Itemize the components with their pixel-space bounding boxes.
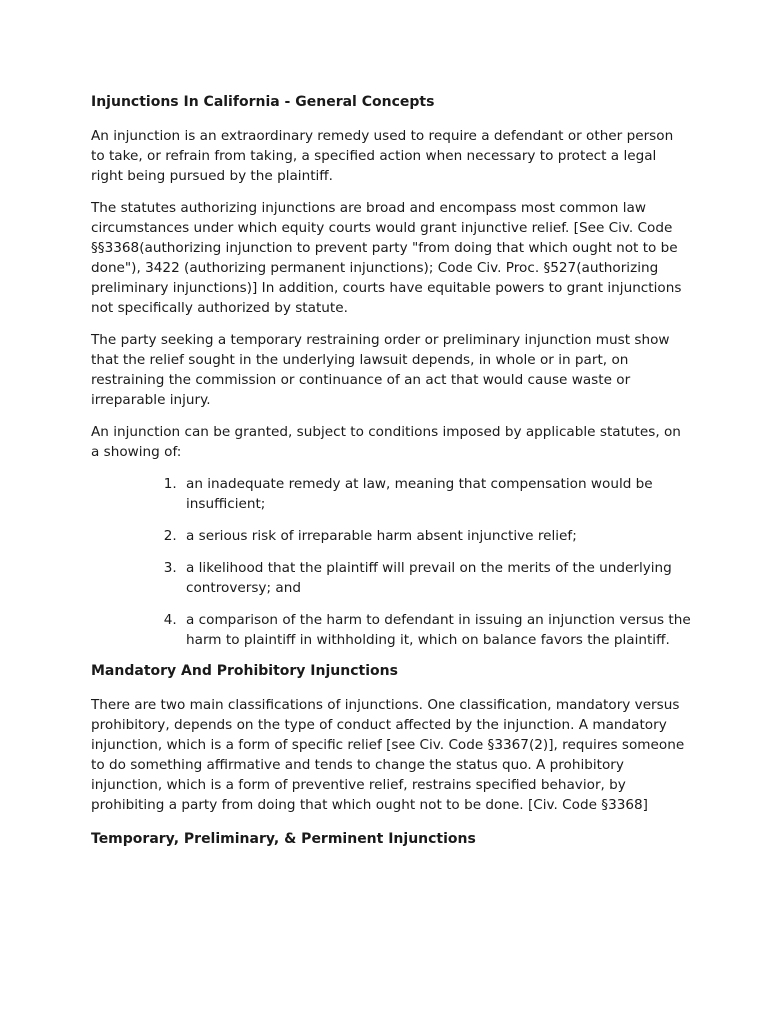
list-item: 2. a serious risk of irreparable harm absent injunctive relief;	[181, 526, 691, 546]
list-item: 1. an inadequate remedy at law, meaning that compensation would be insufficient;	[181, 474, 691, 514]
section-heading-general-concepts: Injunctions In California - General Concepts	[91, 94, 435, 110]
requirements-list	[91, 474, 691, 650]
paragraph-classifications: There are two main classifications of injunctions. One classification, mandatory versus prohibitory, depends on the type of conduct affected by the injunction. A mandatory injunction, which is a form of specific relief [see Civ. Code §3367(2)], requires someone to do something affirmative and tends to change the status quo. A prohibitory injunction, which is a form of preventive relief, restrains specified behavior, by prohibiting a party from doing that which ought not to be done. [Civ. Code §3368]	[91, 697, 685, 813]
list-item: 3. a likelihood that the plaintiff will prevail on the merits of the underlying controversy; and	[181, 558, 691, 598]
section-heading-temporary-preliminary: Temporary, Preliminary, & Perminent Injunctions	[91, 831, 476, 847]
list-item: 4. a comparison of the harm to defendant in issuing an injunction versus the harm to plaintiff in withholding it, which on balance favors the plaintiff.	[181, 610, 691, 650]
paragraph-party-seeking: The party seeking a temporary restraining order or preliminary injunction must show that the relief sought in the underlying lawsuit depends, in whole or in part, on restraining the commission or continuance of an act that would cause waste or irreparable injury.	[91, 332, 670, 408]
section-heading-mandatory-prohibitory: Mandatory And Prohibitory Injunctions	[91, 663, 398, 679]
paragraph-statutes: The statutes authorizing injunctions are broad and encompass most common law circumstances under which equity courts would grant injunctive relief. [See Civ. Code §§3368(authorizing injunction to prevent party "from doing that which ought not to be done"), 3422 (authorizing permanent injunctions); Code Civ. Proc. §527(authorizing preliminary injunctions)] In addition, courts have equitable powers to grant injunctions not specifically authorized by statute.	[91, 200, 682, 316]
document-page	[91, 92, 691, 849]
paragraph-definition: An injunction is an extraordinary remedy used to require a defendant or other person to take, or refrain from taking, a specified action when necessary to protect a legal right being pursued by the plaintiff.	[91, 128, 674, 184]
paragraph-showing-of: An injunction can be granted, subject to conditions imposed by applicable statutes, on a showing of:	[91, 424, 681, 460]
